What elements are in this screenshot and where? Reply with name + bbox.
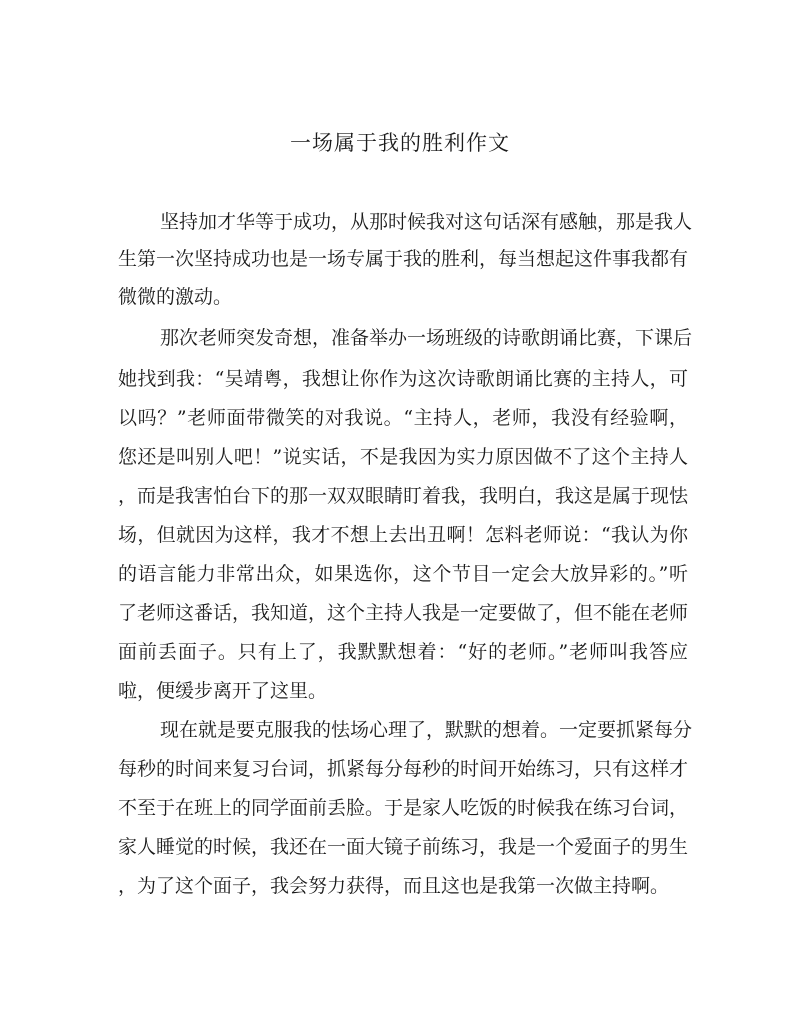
paragraph-2-line-6: 场，但就因为这样，我才不想上去出丑啊！怎料老师说：“我认为你 xyxy=(118,524,688,546)
paragraph-2-line-10: 啦，便缓步离开了这里。 xyxy=(118,680,328,702)
document-title: 一场属于我的胜利作文 xyxy=(290,131,510,155)
paragraph-3-line-1: 现在就是要克服我的怯场心理了，默默的想着。一定要抓紧每分 xyxy=(160,719,693,741)
paragraph-3-line-4: 家人睡觉的时候，我还在一面大镜子前练习，我是一个爱面子的男生 xyxy=(118,836,689,858)
paragraph-2-line-2: 她找到我：“吴靖粤，我想让你作为这次诗歌朗诵比赛的主持人，可 xyxy=(118,368,688,390)
paragraph-2-line-4: 您还是叫别人吧！”说实话，不是我因为实力原因做不了这个主持人 xyxy=(118,446,688,468)
paragraph-2-line-9: 面前丢面子。只有上了，我默默想着：“好的老师。”老师叫我答应 xyxy=(118,641,688,663)
paragraph-3-line-3: 不至于在班上的同学面前丢脸。于是家人吃饭的时候我在练习台词， xyxy=(118,797,689,819)
paragraph-2-line-7: 的语言能力非常出众，如果选你，这个节目一定会大放异彩的。”听 xyxy=(118,563,688,585)
paragraph-2-line-3: 以吗？”老师面带微笑的对我说。“主持人，老师，我没有经验啊， xyxy=(118,407,688,429)
paragraph-1-line-3: 微微的激动。 xyxy=(118,286,233,308)
paragraph-1-line-2: 生第一次坚持成功也是一场专属于我的胜利，每当想起这件事我都有 xyxy=(118,248,689,270)
paragraph-1-line-1: 坚持加才华等于成功，从那时候我对这句话深有感触，那是我人 xyxy=(160,211,693,233)
paragraph-3-line-5: ，为了这个面子，我会努力获得，而且这也是我第一次做主持啊。 xyxy=(118,875,670,897)
paragraph-2-line-5: ，而是我害怕台下的那一双双眼睛盯着我，我明白，我这是属于现怯 xyxy=(118,485,689,507)
paragraph-2-line-1: 那次老师突发奇想，准备举办一场班级的诗歌朗诵比赛，下课后 xyxy=(160,327,693,349)
paragraph-3-line-2: 每秒的时间来复习台词，抓紧每分每秒的时间开始练习，只有这样才 xyxy=(118,758,689,780)
paragraph-2-line-8: 了老师这番话，我知道，这个主持人我是一定要做了，但不能在老师 xyxy=(118,602,689,624)
